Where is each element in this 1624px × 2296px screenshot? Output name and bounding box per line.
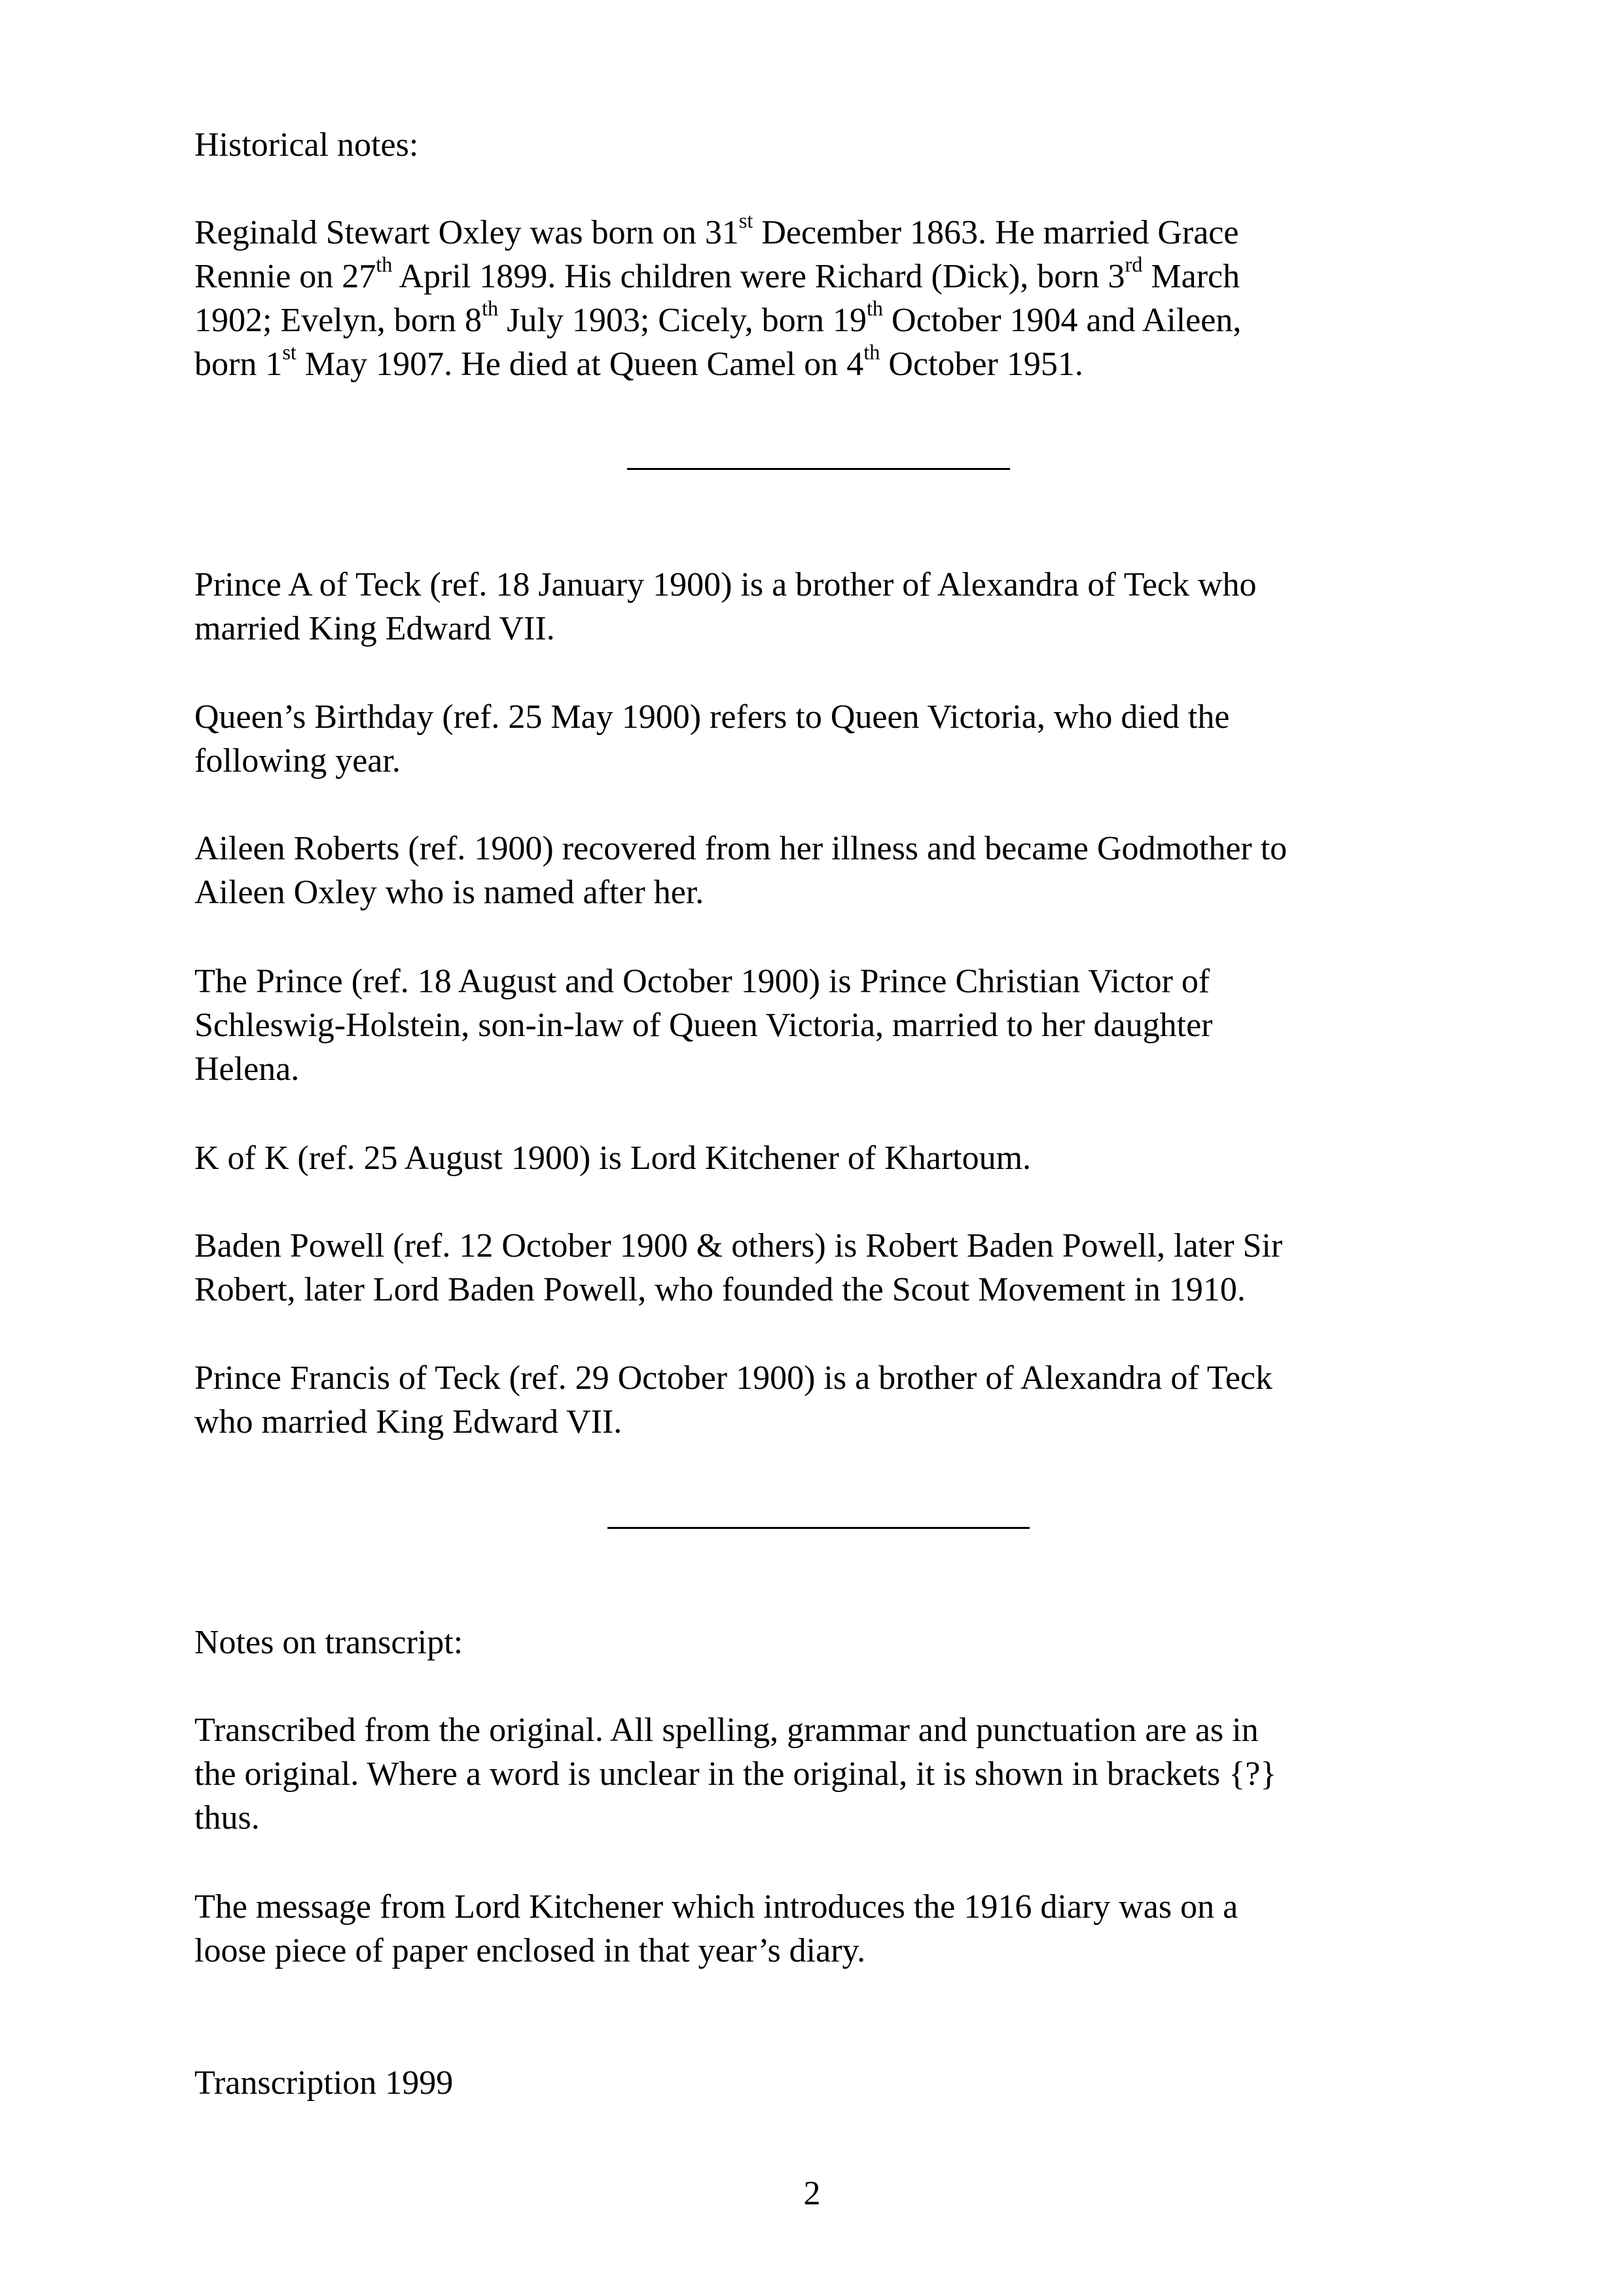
- note-paragraph: Aileen Roberts (ref. 1900) recovered from her illness and became Godmother to Aileen Oxley who is named after her.: [194, 830, 1288, 911]
- note-paragraph: K of K (ref. 25 August 1900) is Lord Kitchener of Khartoum.: [194, 1139, 1032, 1177]
- section-divider: [607, 1527, 1030, 1529]
- transcript-notes-heading: Notes on transcript:: [194, 1624, 463, 1661]
- biography-line: Reginald Stewart Oxley was born on 31st December 1863. He married Grace: [194, 208, 1239, 251]
- biography-line: Rennie on 27th April 1899. His children were Richard (Dick), born 3rd March: [194, 252, 1240, 295]
- biography-line: 1902; Evelyn, born 8th July 1903; Cicely, born 19th October 1904 and Aileen,: [194, 296, 1242, 339]
- transcript-paragraph: Transcribed from the original. All spelling, grammar and punctuation are as in the original. Where a word is unclear in the original, it is shown in brackets {?} thus.: [194, 1712, 1277, 1837]
- note-paragraph: Prince Francis of Teck (ref. 29 October 1900) is a brother of Alexandra of Teck who married King Edward VII.: [194, 1359, 1273, 1441]
- note-paragraph: The Prince (ref. 18 August and October 1900) is Prince Christian Victor of Schleswig-Holstein, son-in-law of Queen Victoria, married to her daughter Helena.: [194, 963, 1213, 1088]
- transcription-date: Transcription 1999: [194, 2064, 454, 2102]
- section-divider: [627, 468, 1010, 470]
- historical-notes-heading: Historical notes:: [194, 126, 419, 164]
- note-paragraph: Queen’s Birthday (ref. 25 May 1900) refers to Queen Victoria, who died the following year.: [194, 698, 1230, 780]
- biography-line: born 1st May 1907. He died at Queen Camel on 4th October 1951.: [194, 340, 1083, 383]
- biography-paragraph: [194, 208, 1464, 386]
- page-number: 2: [803, 2175, 821, 2212]
- transcript-paragraph: The message from Lord Kitchener which introduces the 1916 diary was on a loose piece of paper enclosed in that year’s diary.: [194, 1888, 1238, 1969]
- note-paragraph: Prince A of Teck (ref. 18 January 1900) is a brother of Alexandra of Teck who married King Edward VII.: [194, 566, 1257, 647]
- note-paragraph: Baden Powell (ref. 12 October 1900 & others) is Robert Baden Powell, later Sir Robert, later Lord Baden Powell, who founded the Scout Movement in 1910.: [194, 1227, 1283, 1308]
